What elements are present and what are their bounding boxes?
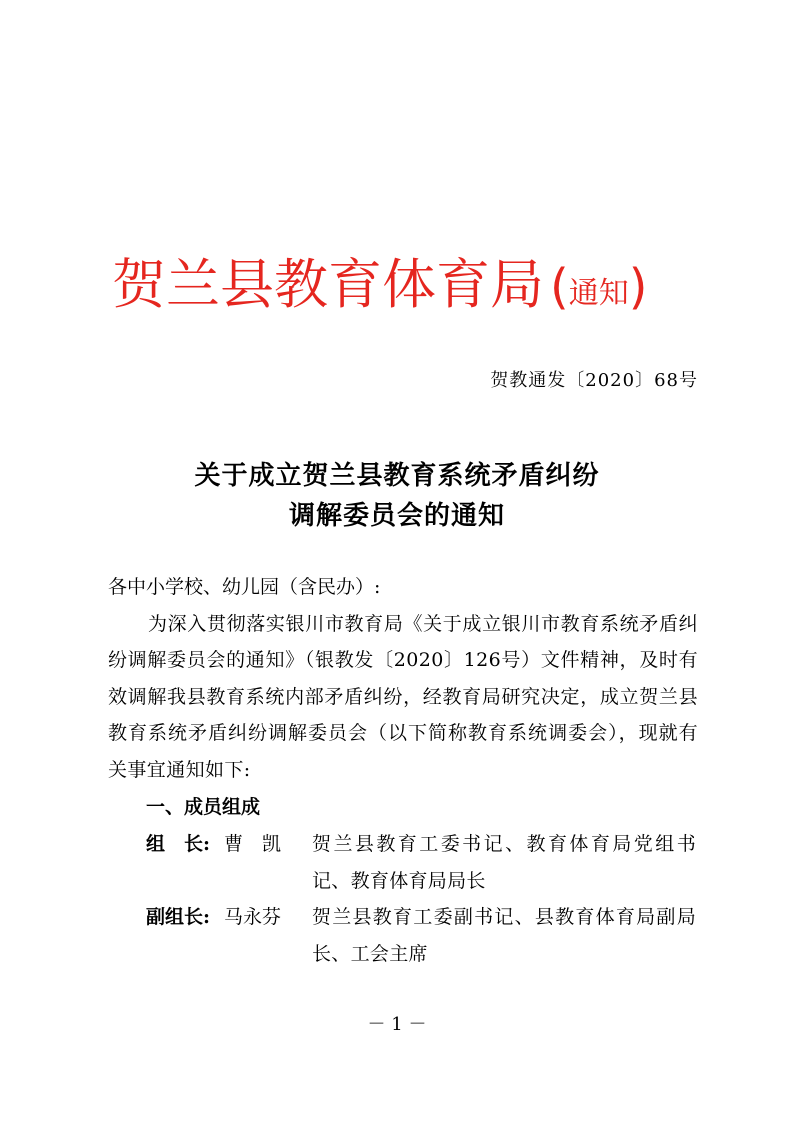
member-title: 贺兰县教育工委副书记、县教育体育局副局长、工会主席 (312, 906, 696, 965)
document-title (0, 456, 794, 536)
title-line-1: 关于成立贺兰县教育系统矛盾纠纷 (194, 461, 600, 491)
document-body (108, 569, 698, 972)
header-doc-type: 通知 (568, 276, 629, 311)
title-line-2: 调解委员会的通知 (288, 501, 505, 531)
header-agency-name: 贺兰县教育体育局 (112, 253, 544, 316)
header-close-paren: ) (628, 259, 648, 315)
member-row (146, 899, 698, 972)
section-heading-members: 一、成员组成 (146, 796, 261, 818)
member-title: 贺兰县教育工委书记、教育体育局党组书记、教育体育局局长 (312, 833, 696, 892)
page-number: － 1 － (367, 1014, 427, 1035)
document-number: 贺教通发〔2020〕68号 (490, 370, 698, 391)
member-name: 马永芬 (224, 906, 282, 928)
salutation: 各中小学校、幼儿园（含民办）: (108, 576, 381, 598)
red-header (112, 250, 672, 330)
header-open-paren: ( (550, 259, 569, 315)
paragraph-intro: 为深入贯彻落实银川市教育局《关于成立银川市教育系统矛盾纠纷调解委员会的通知》（银教发〔2020〕126号）文件精神，及时有效调解我县教育系统内部矛盾纠纷，经教育局研究决定，成立贺兰县教育系统矛盾纠纷调解委员会（以下简称教育系统调委会），现就有关事宜通知如下: (108, 612, 698, 781)
member-name: 曹 凯 (224, 833, 282, 855)
member-row (146, 826, 698, 899)
member-role: 组 长: (146, 833, 211, 855)
member-role: 副组长: (146, 906, 211, 928)
